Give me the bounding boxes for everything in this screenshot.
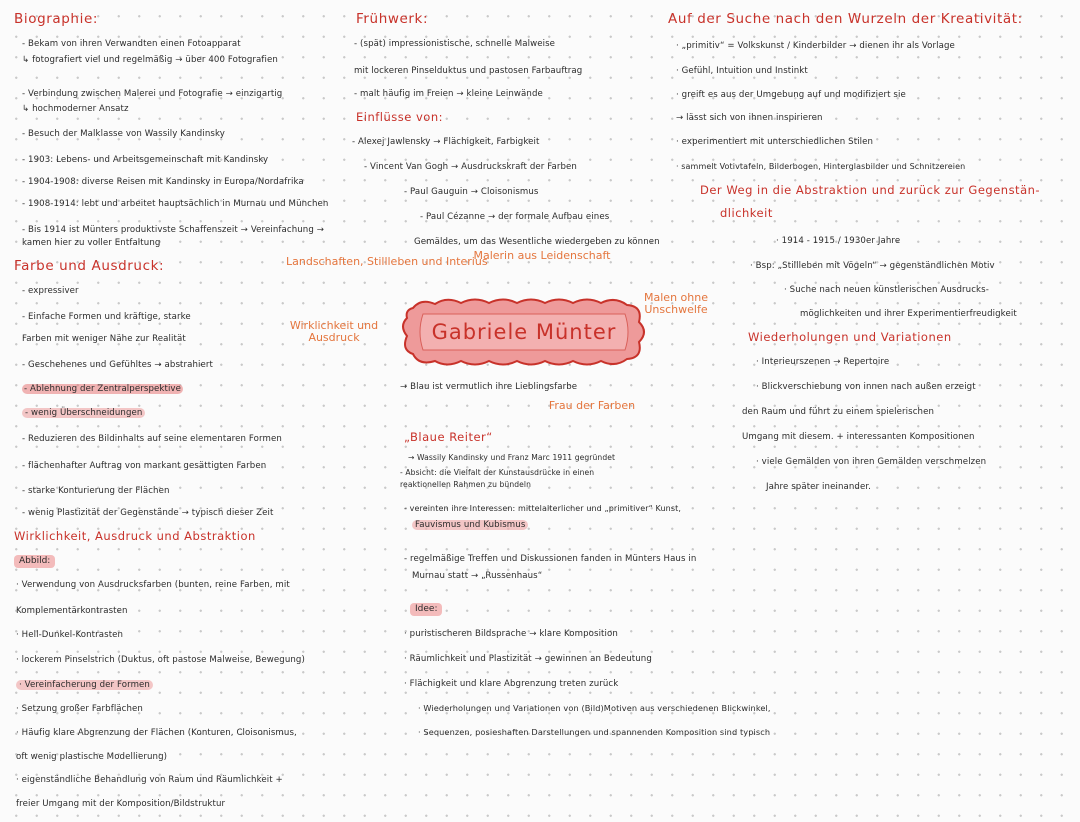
label-landschaften: Landschaften, Stillleben und Interius	[286, 255, 488, 268]
list-item: · experimentiert mit unterschiedlichen Stilen	[676, 137, 874, 147]
list-item: Gemäldes, um das Wesentliche wiedergeben zu können	[414, 237, 660, 247]
list-item: möglichkeiten und ihrer Experimentierfreudigkeit	[800, 309, 1017, 319]
list-item: · Setzung großer Farbflächen	[16, 704, 143, 714]
list-item: - Bekam von ihren Verwandten einen Fotoapparat	[22, 39, 241, 49]
list-item: - 1903: Lebens- und Arbeitsgemeinschaft mit Kandinsky	[22, 155, 269, 165]
list-item: · „primitiv“ = Volkskunst / Kinderbilder → dienen ihr als Vorlage	[676, 41, 955, 51]
idee-tag: Idee:	[410, 603, 442, 616]
label-malerin: Malerin aus Leidenschaft	[473, 249, 611, 262]
list-item: mit lockeren Pinselduktus und pastosen Farbauftrag	[354, 66, 583, 76]
biographie-heading: Biographie:	[14, 11, 98, 27]
label-malen: Malen ohne Unschwelfe	[644, 291, 708, 316]
list-item: · Gefühl, Intuition und Instinkt	[676, 66, 808, 76]
list-item: - Besuch der Malklasse von Wassily Kandinsky	[22, 129, 225, 139]
list-item: - starke Konturierung der Flächen	[22, 486, 170, 496]
list-item: · Räumlichkeit und Plastizität → gewinnen an Bedeutung	[404, 654, 652, 664]
wirklichkeit-heading: Wirklichkeit, Ausdruck und Abstraktion	[14, 529, 256, 543]
list-item: - vereinten ihre Interessen: mittelalterlicher und „primitiver“ Kunst,	[404, 504, 681, 513]
list-item: oft wenig plastische Modellierung)	[16, 752, 168, 762]
list-item: - (spät) impressionistische, schnelle Malweise	[354, 39, 556, 49]
list-item: · lockerem Pinselstrich (Duktus, oft pastose Malweise, Bewegung)	[16, 655, 305, 665]
list-item: · Sequenzen, posieshaften Darstellungen und spannenden Komposition sind typisch	[418, 727, 771, 737]
list-item: → lässt sich von ihnen inspirieren	[676, 113, 823, 123]
list-item: - regelmäßige Treffen und Diskussionen fanden in Münters Haus in	[404, 554, 697, 564]
list-item	[22, 384, 183, 395]
list-item: - Absicht: die Vielfalt der Kunstausdrücke in einen	[400, 468, 595, 477]
list-item	[412, 520, 528, 531]
list-item: · eigenständliche Behandlung von Raum und Räumlichkeit +	[16, 775, 283, 785]
list-item: · Suche nach neuen künstlerischen Ausdrucks-	[784, 285, 989, 295]
list-item: Murnau statt → „Russenhaus“	[412, 571, 543, 581]
list-item: den Raum und führt zu einem spielerischen	[742, 407, 935, 417]
blau-text: → Blau ist vermutlich ihre Lieblingsfarbe	[400, 382, 578, 392]
list-item: - wenig Plastizität der Gegenstände → typisch dieser Zeit	[22, 508, 274, 518]
list-item: · Bsp: „Stillleben mit Vögeln“ → gegenständlichen Motiv	[750, 261, 995, 271]
list-item: - malt häufig im Freien → kleine Leinwände	[354, 89, 543, 99]
list-item: - flächenhafter Auftrag von markant gesättigten Farben	[22, 461, 267, 471]
list-item: · Flächigkeit und klare Abgrenzung treten zurück	[404, 679, 619, 689]
list-item	[22, 408, 145, 419]
list-item: - Paul Gauguin → Cloisonismus	[404, 187, 539, 197]
highlight: Fauvismus und Kubismus	[412, 520, 528, 530]
list-item: Komplementärkontrasten	[16, 606, 128, 616]
list-item: · sammelt Votivtafeln, Bilderbogen, Hinterglasbilder und Schnitzereien	[676, 162, 966, 171]
list-item: - expressiver	[22, 286, 79, 296]
einfluesse-heading: Einflüsse von:	[356, 110, 444, 124]
highlight: · Vereinfacherung der Formen	[16, 680, 153, 690]
highlight: - wenig Überschneidungen	[22, 408, 145, 418]
list-item: · viele Gemälden von ihren Gemälden verschmelzen	[756, 457, 987, 467]
list-item	[16, 680, 153, 691]
list-item: · Blickverschiebung von innen nach außen erzeigt	[756, 382, 976, 392]
list-item: Umgang mit diesem. + interessanten Kompositionen	[742, 432, 975, 442]
list-item: · puristischeren Bildsprache → klare Komposition	[404, 629, 618, 639]
list-item: - Verbindung zwischen Malerei und Fotografie → einzigartig	[22, 89, 283, 99]
list-item: ↳ fotografiert viel und regelmäßig → über 400 Fotografien	[22, 55, 278, 65]
list-item: - Paul Cézanne → der formale Aufbau eines	[420, 212, 610, 222]
farbe-heading: Farbe und Ausdruck:	[14, 258, 165, 274]
list-item: Farben mit weniger Nähe zur Realität	[22, 334, 186, 344]
list-item: - 1908-1914: lebt und arbeitet hauptsächlich in Murnau und München	[22, 199, 329, 209]
frau-label: Frau der Farben	[548, 399, 636, 412]
list-item: freier Umgang mit der Komposition/Bildstruktur	[16, 799, 226, 809]
list-item: · 1914 - 1915 / 1930er Jahre	[776, 236, 901, 246]
list-item: · greift es aus der Umgebung auf und modifiziert sie	[676, 90, 906, 100]
list-item: - Bis 1914 ist Münters produktivste Schaffenszeit → Vereinfachung →	[22, 225, 325, 235]
list-item: - 1904-1908: diverse Reisen mit Kandinsky in Europa/Nordafrika	[22, 177, 304, 187]
kreativitaet-heading: Auf der Suche nach den Wurzeln der Kreativität:	[668, 11, 1023, 27]
abbild-tag: Abbild:	[14, 555, 55, 568]
list-item: ↳ hochmoderner Ansatz	[22, 104, 129, 114]
weg-heading-line1: Der Weg in die Abstraktion und zurück zur Gegenstän-	[700, 183, 1041, 197]
list-item: - Vincent Van Gogh → Ausdruckskraft der Farben	[364, 162, 577, 172]
list-item: - Reduzieren des Bildinhalts auf seine elementaren Formen	[22, 434, 282, 444]
list-item: - Einfache Formen und kräftige, starke	[22, 312, 191, 322]
list-item: · Wiederholungen und Variationen von (Bild)Motiven aus verschiedenen Blickwinkel,	[418, 703, 771, 713]
list-item: kamen hier zu voller Entfaltung	[22, 238, 161, 248]
list-item: reaktionellen Rahmen zu bündeln	[400, 480, 532, 489]
list-item: Jahre später ineinander.	[766, 482, 872, 492]
label-wirklichkeit: Wirklichkeit und Ausdruck	[289, 319, 379, 344]
fruehwerk-heading: Frühwerk:	[356, 11, 429, 27]
list-item: · Hell-Dunkel-Kontrasten	[16, 630, 124, 640]
wiederholungen-heading: Wiederholungen und Variationen	[748, 330, 952, 344]
list-item: - Geschehenes und Gefühltes → abstrahiert	[22, 360, 214, 370]
page-title: Gabriele Münter	[431, 320, 617, 344]
title-bubble	[399, 296, 649, 368]
highlight: - Ablehnung der Zentralperspektive	[24, 384, 182, 394]
list-item: - Alexej Jawlensky → Flächigkeit, Farbigkeit	[352, 137, 540, 147]
list-item: · Verwendung von Ausdrucksfarben (bunten, reine Farben, mit	[16, 580, 290, 590]
list-item: · Häufig klare Abgrenzung der Flächen (Konturen, Cloisonismus,	[16, 728, 297, 738]
weg-heading-line2: dlichkeit	[720, 206, 773, 220]
list-item: · Interieurszenen → Repertoire	[756, 357, 890, 367]
reiter-heading: „Blaue Reiter“	[404, 430, 493, 444]
list-item: → Wassily Kandinsky und Franz Marc 1911 gegründet	[408, 453, 616, 462]
